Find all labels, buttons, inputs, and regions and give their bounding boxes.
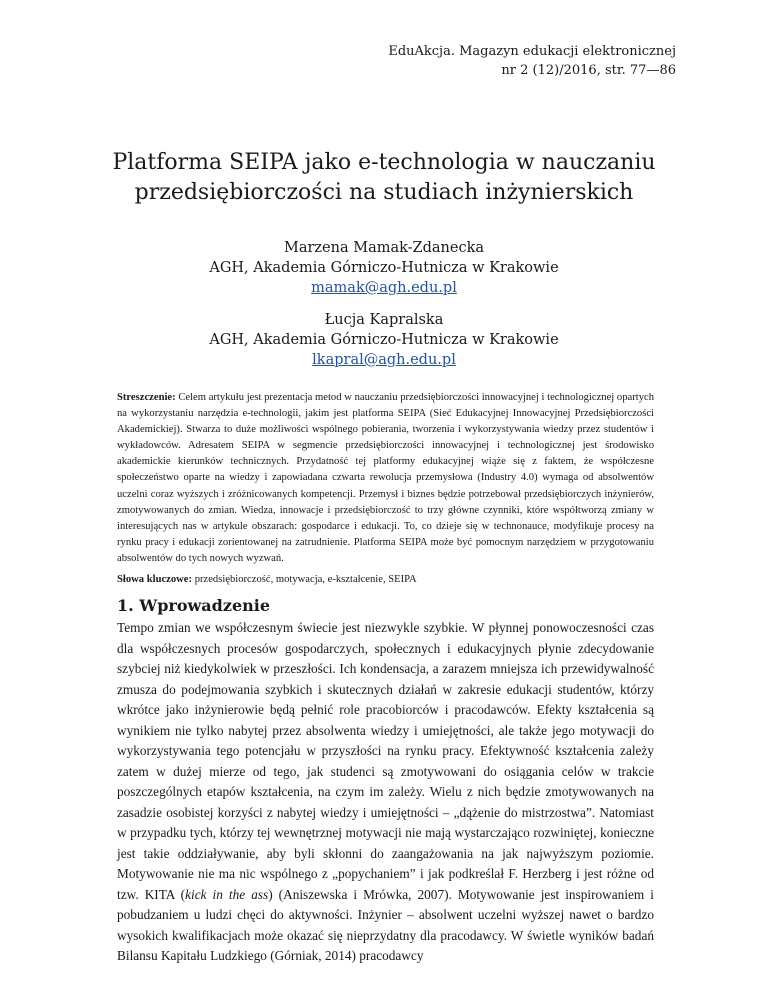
keywords-text: przedsiębiorczość, motywacja, e-kształcenie, SEIPA (194, 574, 417, 585)
abstract-text: Celem artykułu jest prezentacja metod w nauczaniu przedsiębiorczości innowacyjnej i technologicznej opartych na wykorzystaniu narzędzia e-technologii, jakim jest platforma SEIPA (Sieć Edukacyjnej Innowacyjnej Przedsiębiorczości Akademickiej). Stwarza to duże możliwości wspólnego pobierania, tworzenia i wykorzystywania wiedzy przez studentów i wykładowców. Adresatem SEIPA w segmencie przedsiębiorczości innowacyjnej i technologicznej jest środowisko akademickie kierunków technicznych. Przydatność tej platformy edukacyjnej wiąże się z faktem, że współczesne społeczeństwo oparte na wiedzy i zapowiadana czwarta rewolucja przemysłowa (Industry 4.0) wymaga od absolwentów uczelni coraz wyższych i zróżnicowanych kompetencji. Przemysł i biznes będzie potrzebował przedsiębiorczych inżynierów, zmotywowanych do zmian. Wiedza, innowacje i przedsiębiorczość to trzy główne czynniki, które współtworzą zmiany w interesujących nas w artykule obszarach: gospodarce i edukacji. To, co dzieje się w technonauce, modyfikuje procesy na rynku pracy i edukacji zorientowanej na zatrudnienie. Platforma SEIPA może być pomocnym narzędziem w przygotowaniu absolwentów do tych nowych wyzwań. (117, 392, 654, 564)
author-affiliation: AGH, Akademia Górniczo-Hutnicza w Krakowie (209, 332, 559, 348)
article-title (0, 148, 768, 208)
section-heading: 1. Wprowadzenie (117, 596, 271, 615)
paragraph-text-rest: ) (Aniszewska i Mrówka, 2007). Motywowanie jest inspirowaniem i pobudzaniem u ludzi chęci do aktywności. Inżynier – absolwent uczelni wyższej nawet o bardzo wysokich kwalifikacjach może okazać się nieprzydatny dla pracodawcy. W świetle wyników badań Bilansu Kapitału Ludzkiego (Górniak, 2014) pracodawcy (117, 886, 654, 963)
paragraph-italic: kick in the ass (185, 886, 269, 902)
keywords (117, 572, 654, 588)
paragraph-text: Tempo zmian we współczesnym świecie jest niezwykle szybkie. W płynnej ponowoczesności czas dla współczesnych procesów gospodarczych, społecznych i edukacyjnych płynie zdecydowanie szybciej niż kiedykolwiek w przeszłości. Ich kondensacja, a zarazem mniejsza ich przewidywalność zmusza do podejmowania szybkich i skutecznych działań w zakresie edukacji studentów, którzy wkrótce jako inżynierowie będą pełnić role pracobiorców i pracodawców. Efekty kształcenia są wynikiem nie tylko nabytej przez absolwenta wiedzy i umiejętności, ale także jego motywacji do wykorzystywania tego potencjału w przyszłości na rynku pracy. Efektywność kształcenia zależy zatem w dużej mierze od tego, jak studenci są zmotywowani do osiągania celów w trakcie poszczególnych etapów kształcenia, na czym im zależy. Wielu z nich będzie zmotywowanych na zasadzie osobistej korzyści z nabytej wiedzy i umiejętności – „dążenie do mistrzostwa”. Natomiast w przypadku tych, którzy tej wewnętrznej motywacji nie mają wystarczająco rozwiniętej, konieczne jest takie oddziaływanie, aby byli skłonni do zaangażowania na jak najwyższym poziomie. Motywowanie nie ma nic wspólnego z „popychaniem” i jak podkreślał F. Herzberg i jest różne od tzw. KITA ( (117, 620, 654, 902)
title-line-1: Platforma SEIPA jako e-technologia w nauczaniu (112, 150, 656, 175)
keywords-label: Słowa kluczowe: (117, 574, 193, 585)
journal-name: EduAkcja. Magazyn edukacji elektronicznej (388, 44, 676, 59)
abstract-label: Streszczenie: (117, 392, 176, 403)
author-affiliation: AGH, Akademia Górniczo-Hutnicza w Krakowie (209, 260, 559, 276)
author-email-link[interactable]: lkapral@agh.edu.pl (312, 352, 456, 368)
author-name: Marzena Mamak-Zdanecka (283, 240, 485, 256)
body-text (117, 618, 654, 967)
journal-issue: nr 2 (12)/2016, str. 77—86 (501, 63, 676, 78)
author-name: Łucja Kapralska (324, 312, 444, 328)
author-block-1 (0, 238, 768, 298)
title-line-2: przedsiębiorczości na studiach inżynierskich (134, 180, 634, 205)
abstract (117, 390, 654, 567)
paragraph (117, 618, 654, 967)
author-block-2 (0, 310, 768, 370)
author-email-link[interactable]: mamak@agh.edu.pl (311, 280, 457, 296)
journal-header (388, 42, 676, 80)
